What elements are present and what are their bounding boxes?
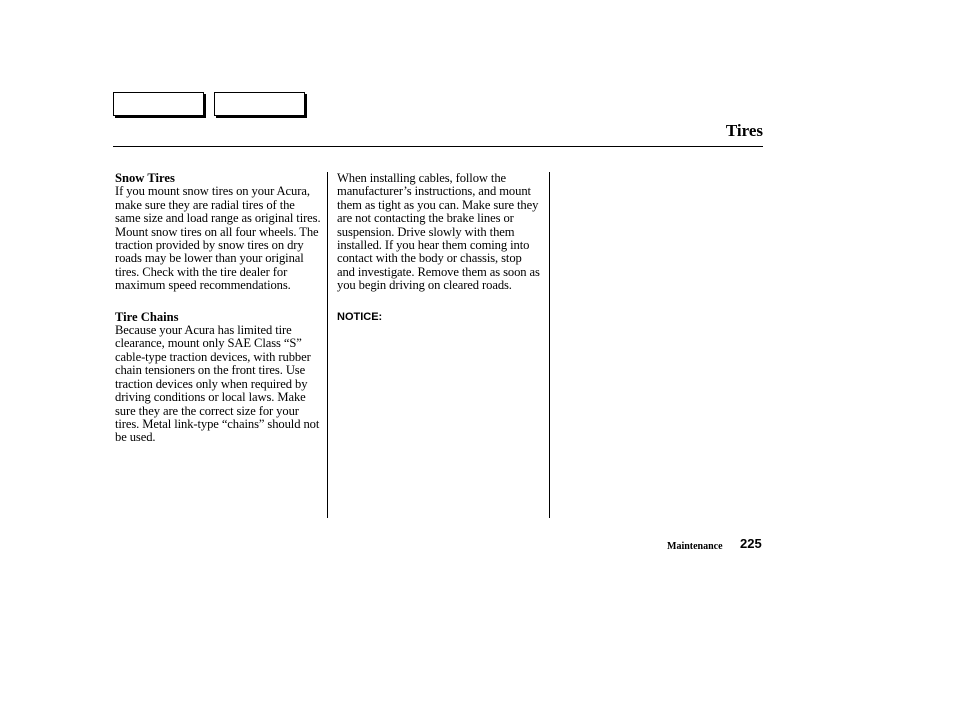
page-number: 225 [740,536,762,551]
column-middle [337,172,542,324]
notice-label: NOTICE: [337,310,383,323]
snow-tires-heading: Snow Tires [115,171,175,185]
column-divider [327,172,328,518]
cables-body: When installing cables, follow the manufacturer’s instructions, and mount them as tight as you can. Make sure they are not contacting the brake lines or suspension. Drive slowly with them installed. If you hear them coming into contact with the body or chassis, stop and investigate. Remove them as soon as you begin driving on cleared roads. [337,171,540,293]
nav-button-2[interactable] [214,92,305,116]
nav-button-1[interactable] [113,92,204,116]
tire-chains-body: Because your Acura has limited tire clearance, mount only SAE Class “S” cable-type traction devices, with rubber chain tensioners on the front tires. Use traction devices only when required by driving conditions or local laws. Make sure they are the correct size for your tires. Metal link-type “chains” should not be used. [115,323,320,445]
snow-tires-body: If you mount snow tires on your Acura, make sure they are radial tires of the same size and load range as original tires. Mount snow tires on all four wheels. The traction provided by snow tires on dry roads may be lower than your original tires. Check with the tire dealer for maximum speed recommendations. [115,184,321,293]
cables-section [337,172,542,293]
page-title: Tires [725,121,763,140]
footer-section-label: Maintenance [667,541,723,552]
title-rule [113,146,763,147]
snow-tires-section [115,172,323,293]
tire-chains-heading: Tire Chains [115,309,179,324]
column-left [115,172,323,463]
tire-chains-section [115,311,323,445]
column-divider [549,172,550,518]
